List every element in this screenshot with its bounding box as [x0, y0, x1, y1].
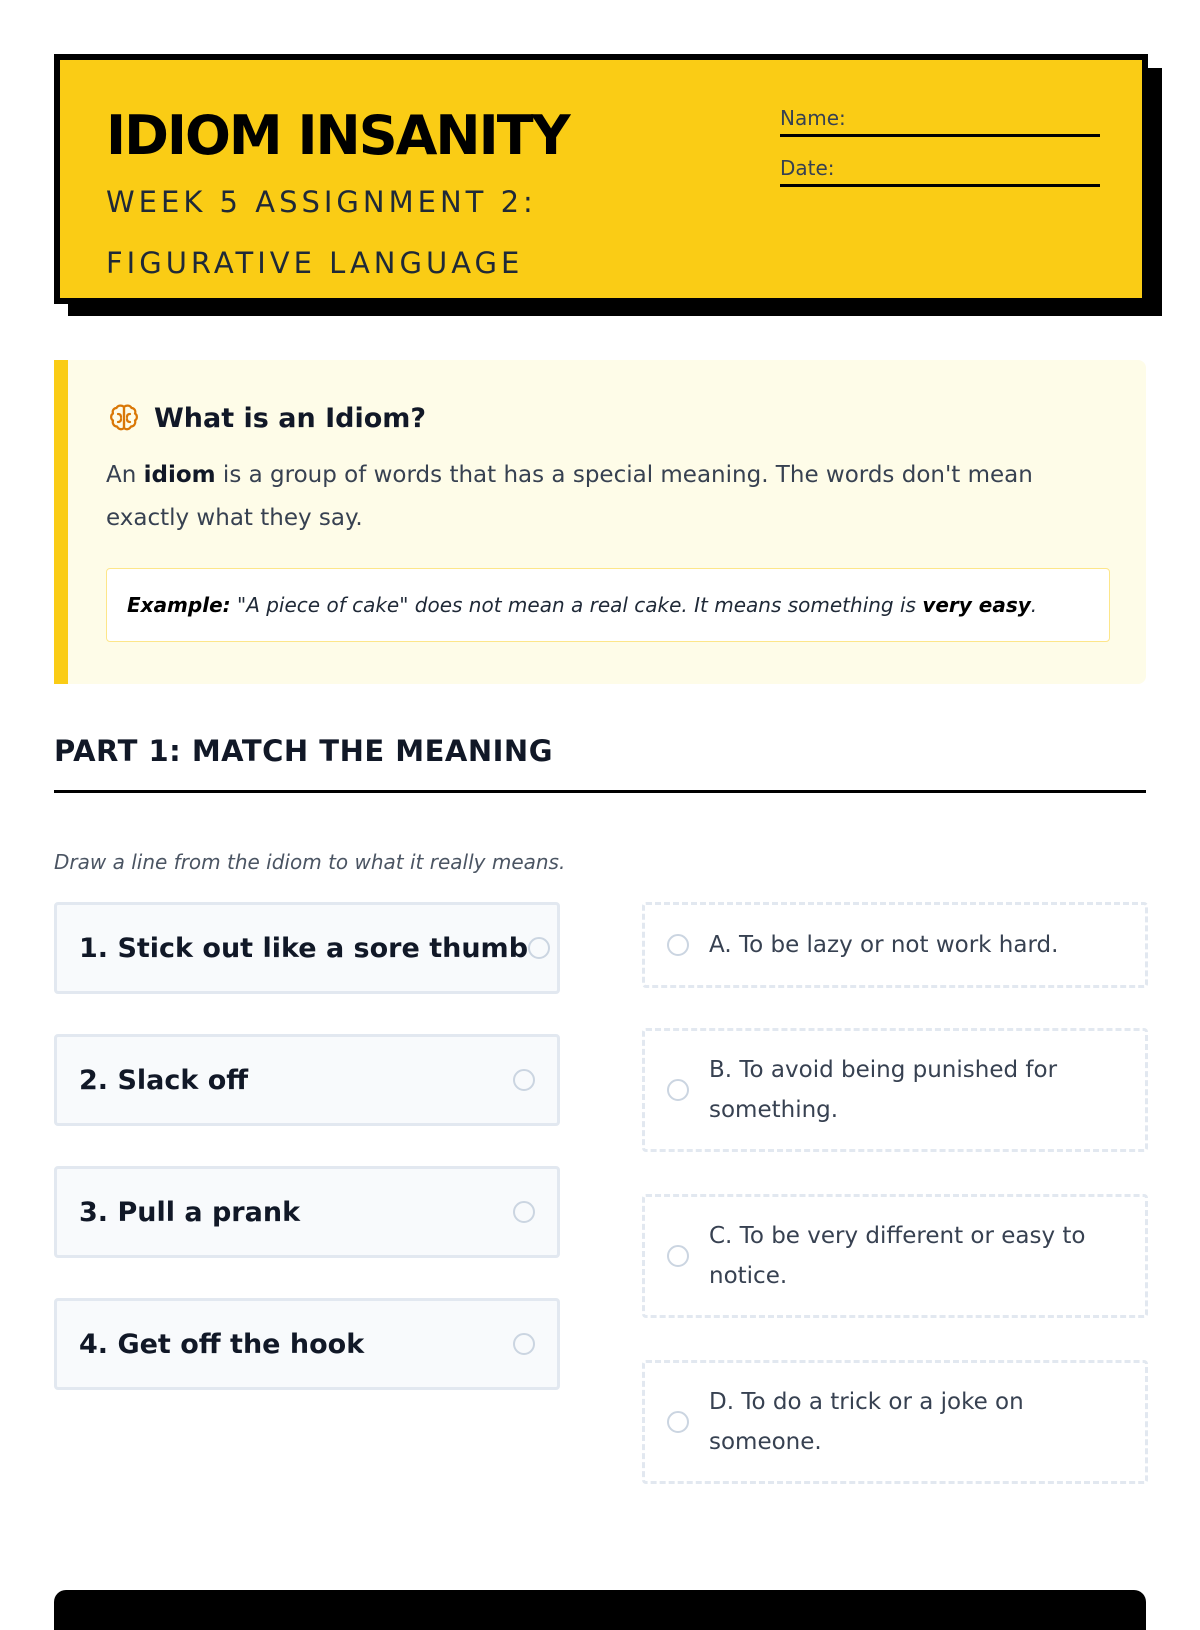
example-box: [106, 568, 1110, 642]
worksheet: [54, 54, 1146, 1455]
part1-title: PART 1: MATCH THE MEANING: [54, 734, 1146, 793]
example-text-start: "A piece of cake" does not mean a real cake. It means something is: [230, 593, 923, 617]
meaning-item-a[interactable]: [642, 902, 1148, 988]
definition-text-end: is a group of words that has a special meaning. The words don't mean exactly what they say.: [106, 462, 1033, 531]
connector-circle-icon[interactable]: [528, 937, 550, 959]
example-text-end: .: [1030, 593, 1038, 617]
connector-circle-icon[interactable]: [667, 1411, 689, 1433]
info-title: [108, 402, 426, 434]
name-field[interactable]: [780, 106, 1100, 137]
meaning-item-d[interactable]: [642, 1360, 1148, 1484]
idiom-text: 4. Get off the hook: [79, 1328, 365, 1360]
idiom-definition: [106, 454, 1096, 540]
meaning-item-c[interactable]: [642, 1194, 1148, 1318]
meaning-text: B. To avoid being punished for something.: [709, 1057, 1058, 1123]
connector-circle-icon[interactable]: [667, 934, 689, 956]
meaning-item-b[interactable]: [642, 1028, 1148, 1152]
meaning-text: A. To be lazy or not work hard.: [709, 932, 1059, 958]
info-title-text: What is an Idiom?: [154, 402, 427, 434]
meaning-text: C. To be very different or easy to notice.: [709, 1223, 1086, 1289]
worksheet-subtitle: WEEK 5 ASSIGNMENT 2: FIGURATIVE LANGUAGE: [106, 185, 537, 280]
header-box: [54, 54, 1148, 304]
connector-circle-icon[interactable]: [667, 1079, 689, 1101]
idiom-text: 3. Pull a prank: [79, 1196, 301, 1228]
brain-icon: [108, 402, 140, 434]
example-bold-text: very easy: [922, 593, 1031, 617]
header: [54, 54, 1146, 302]
idiom-item-3[interactable]: [54, 1166, 560, 1258]
worksheet-title: IDIOM INSANITY: [106, 104, 569, 167]
example-label: Example:: [127, 593, 231, 617]
idiom-item-1[interactable]: [54, 902, 560, 994]
connector-circle-icon[interactable]: [513, 1333, 535, 1355]
definition-bold-word: idiom: [143, 462, 216, 488]
connector-circle-icon[interactable]: [513, 1069, 535, 1091]
definition-text-start: An: [106, 462, 144, 488]
name-label: Name:: [780, 106, 846, 130]
idiom-text: 2. Slack off: [79, 1064, 249, 1096]
date-label: Date:: [780, 156, 835, 180]
part1-instructions: Draw a line from the idiom to what it really means.: [54, 850, 566, 874]
idiom-text: 1. Stick out like a sore thumb: [79, 932, 529, 964]
idiom-item-4[interactable]: [54, 1298, 560, 1390]
date-field[interactable]: [780, 156, 1100, 187]
meaning-text: D. To do a trick or a joke on someone.: [709, 1389, 1024, 1455]
idiom-item-2[interactable]: [54, 1034, 560, 1126]
next-section-bar: [54, 1590, 1146, 1630]
connector-circle-icon[interactable]: [513, 1201, 535, 1223]
idiom-info-box: [54, 360, 1146, 684]
connector-circle-icon[interactable]: [667, 1245, 689, 1267]
